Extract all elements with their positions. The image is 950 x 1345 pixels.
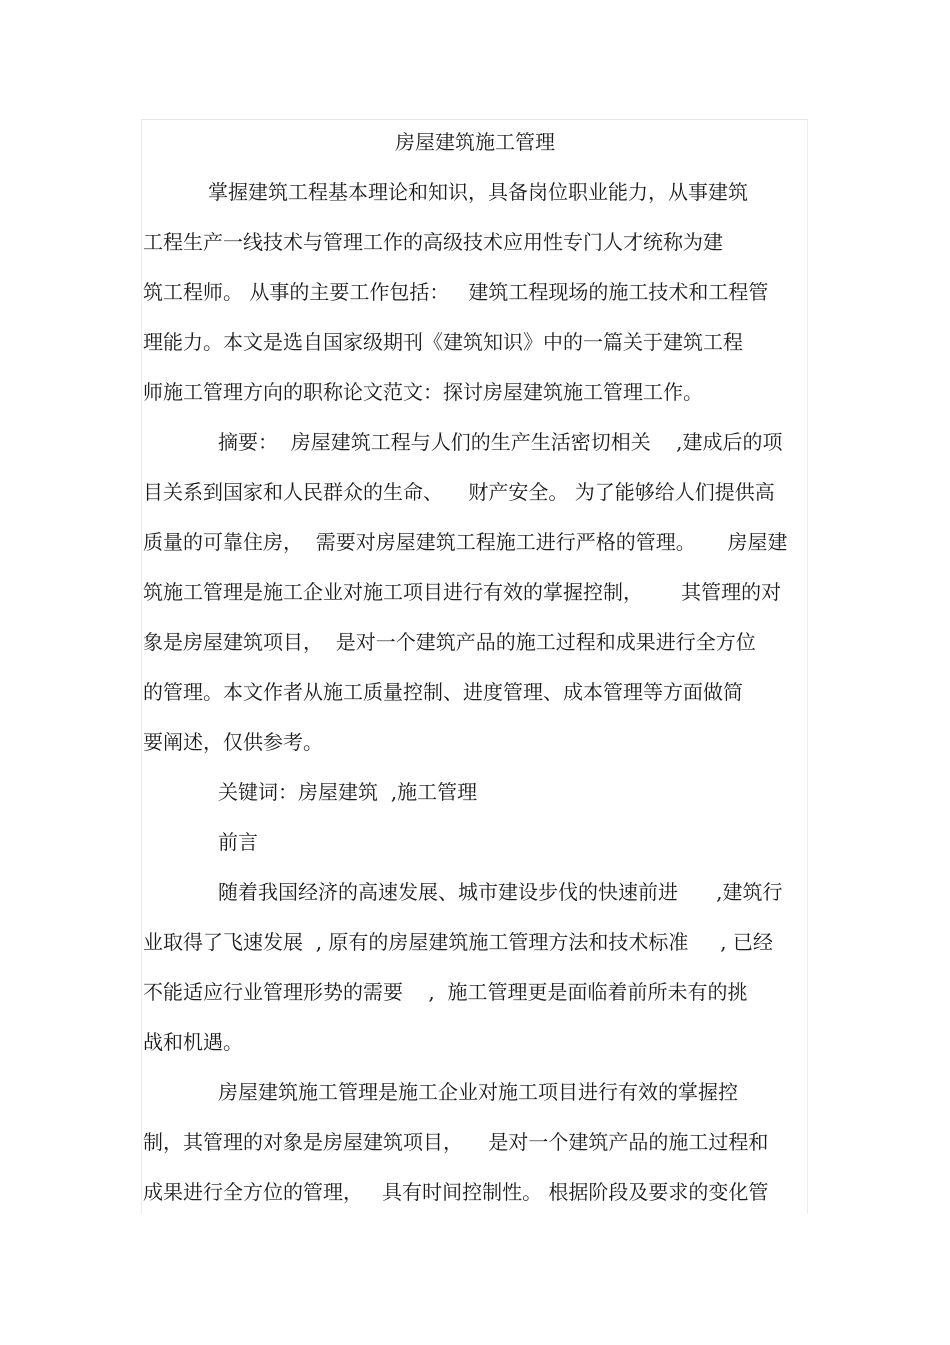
body-line: 筑工程师。 从事的主要工作包括： 建筑工程现场的施工技术和工程管 xyxy=(143,280,769,304)
body-line: 工程生产一线技术与管理工作的高级技术应用性专门人才统称为建 xyxy=(143,230,723,254)
abstract-line: 目关系到国家和人民群众的生命、 财产安全。 为了能够给人们提供高 xyxy=(143,480,775,504)
body-line: 随着我国经济的高速发展、城市建设步伐的快速前进 ,建筑行 xyxy=(218,880,783,904)
body-line: 业取得了飞速发展 , 原有的房屋建筑施工管理方法和技术标准 , 已经 xyxy=(143,930,773,954)
keywords-line: 关键词：房屋建筑 ,施工管理 xyxy=(218,780,478,804)
body-line: 战和机遇。 xyxy=(143,1030,243,1054)
page-title: 房屋建筑施工管理 xyxy=(395,130,555,154)
body-line: 理能力。本文是选自国家级期刊《建筑知识》中的一篇关于建筑工程 xyxy=(143,330,743,354)
body-line: 不能适应行业管理形势的需要 , 施工管理更是面临着前所未有的挑 xyxy=(143,980,748,1004)
body-line: 制，其管理的对象是房屋建筑项目， 是对一个建筑产品的施工过程和 xyxy=(143,1130,769,1154)
abstract-line: 摘要： 房屋建筑工程与人们的生产生活密切相关 ,建成后的项 xyxy=(218,430,783,454)
body-line: 师施工管理方向的职称论文范文：探讨房屋建筑施工管理工作。 xyxy=(143,380,703,404)
abstract-line: 筑施工管理是施工企业对施工项目进行有效的掌握控制， 其管理的对 xyxy=(143,580,782,604)
section-heading-preface: 前言 xyxy=(218,830,258,854)
abstract-line: 质量的可靠住房， 需要对房屋建筑工程施工进行严格的管理。 房屋建 xyxy=(143,530,788,554)
body-line: 房屋建筑施工管理是施工企业对施工项目进行有效的掌握控 xyxy=(218,1080,738,1104)
abstract-line: 象是房屋建筑项目， 是对一个建筑产品的施工过程和成果进行全方位 xyxy=(143,630,756,654)
abstract-line: 要阐述，仅供参考。 xyxy=(143,730,323,754)
abstract-line: 的管理。本文作者从施工质量控制、进度管理、成本管理等方面做简 xyxy=(143,680,743,704)
body-line: 成果进行全方位的管理， 具有时间控制性。 根据阶段及要求的变化管 xyxy=(143,1180,769,1204)
body-line: 掌握建筑工程基本理论和知识，具备岗位职业能力，从事建筑 xyxy=(208,180,748,204)
